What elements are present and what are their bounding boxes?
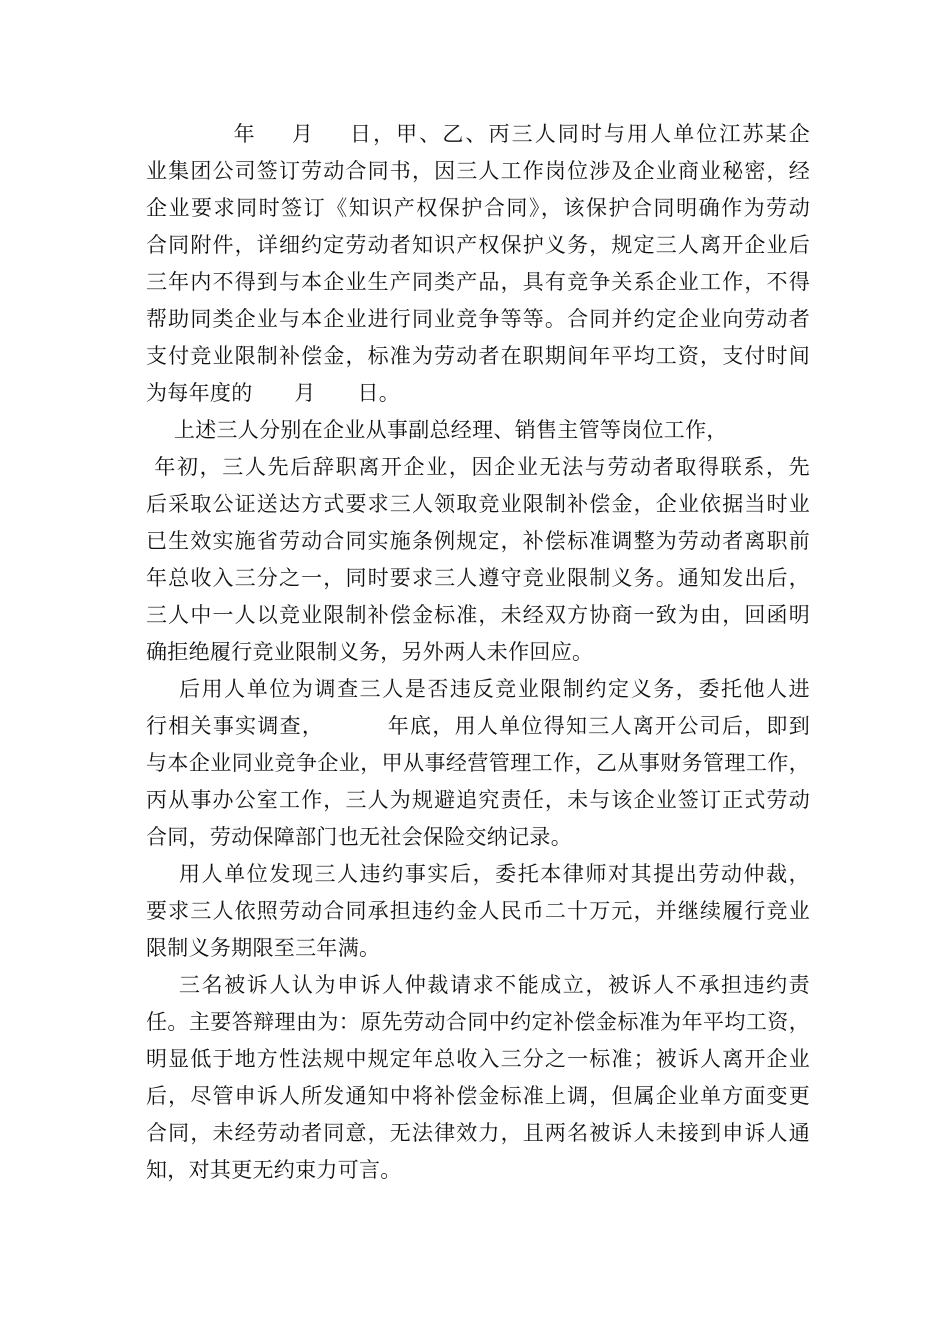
paragraph-line: 用人单位发现三人违约事实后，委托本律师对其提出劳动仲裁，	[146, 862, 810, 886]
paragraph-line: 明显低于地方性法规中规定年总收入三分之一标准；被诉人离开企业	[146, 1047, 810, 1071]
paragraph-line: 企业要求同时签订《知识产权保护合同》，该保护合同明确作为劳动	[146, 196, 810, 220]
paragraph-line: 已生效实施省劳动合同实施条例规定，补偿标准调整为劳动者离职前	[146, 529, 810, 553]
paragraph-line: 行相关事实调查， 年底，用人单位得知三人离开公司后，即到	[146, 714, 810, 738]
paragraph-line: 三人中一人以竞业限制补偿金标准，未经双方协商一致为由，回函明	[146, 603, 810, 627]
paragraph-line: 后用人单位为调查三人是否违反竞业限制约定义务，委托他人进	[146, 677, 810, 701]
paragraph-line: 与本企业同业竞争企业，甲从事经营管理工作，乙从事财务管理工作，	[146, 751, 810, 775]
paragraph-line: 后，尽管申诉人所发通知中将补偿金标准上调，但属企业单方面变更	[146, 1084, 810, 1108]
paragraph-3	[146, 671, 810, 856]
paragraph-line: 知，对其更无约束力可言。	[146, 1158, 402, 1182]
body-text	[146, 116, 810, 1189]
paragraph-line: 年初，三人先后辞职离开企业，因企业无法与劳动者取得联系，先	[146, 455, 810, 479]
paragraph-line: 支付竞业限制补偿金，标准为劳动者在职期间年平均工资，支付时间	[146, 344, 810, 368]
paragraph-line: 三名被诉人认为申诉人仲裁请求不能成立，被诉人不承担违约责	[146, 973, 810, 997]
paragraph-line: 合同，劳动保障部门也无社会保险交纳记录。	[146, 825, 572, 849]
paragraph-line: 帮助同类企业与本企业进行同业竞争等等。合同并约定企业向劳动者	[146, 307, 810, 331]
paragraph-4	[146, 856, 810, 967]
paragraph-1	[146, 116, 810, 412]
paragraph-line: 确拒绝履行竞业限制义务，另外两人未作回应。	[146, 640, 594, 664]
paragraph-line: 业集团公司签订劳动合同书，因三人工作岗位涉及企业商业秘密，经	[146, 159, 810, 183]
paragraph-line: 后采取公证送达方式要求三人领取竞业限制补偿金，企业依据当时业	[146, 492, 810, 516]
paragraph-line: 要求三人依照劳动合同承担违约金人民币二十万元，并继续履行竞业	[146, 899, 810, 923]
paragraph-line: 限制义务期限至三年满。	[146, 936, 381, 960]
paragraph-line: 为每年度的 月 日。	[146, 381, 401, 405]
paragraph-line: 上述三人分别在企业从事副总经理、销售主管等岗位工作，	[146, 418, 728, 442]
paragraph-line: 合同附件，详细约定劳动者知识产权保护义务，规定三人离开企业后	[146, 233, 810, 257]
paragraph-line: 丙从事办公室工作，三人为规避追究责任，未与该企业签订正式劳动	[146, 788, 810, 812]
paragraph-line: 任。主要答辩理由为：原先劳动合同中约定补偿金标准为年平均工资，	[146, 1010, 810, 1034]
paragraph-5	[146, 967, 810, 1189]
paragraph-line: 合同，未经劳动者同意，无法律效力，且两名被诉人未接到申诉人通	[146, 1121, 810, 1145]
paragraph-line: 年总收入三分之一，同时要求三人遵守竞业限制义务。通知发出后，	[146, 566, 810, 590]
paragraph-line: 年 月 日，甲、乙、丙三人同时与用人单位江苏某企	[146, 122, 810, 146]
paragraph-2	[146, 412, 810, 671]
paragraph-line: 三年内不得到与本企业生产同类产品，具有竞争关系企业工作，不得	[146, 270, 810, 294]
